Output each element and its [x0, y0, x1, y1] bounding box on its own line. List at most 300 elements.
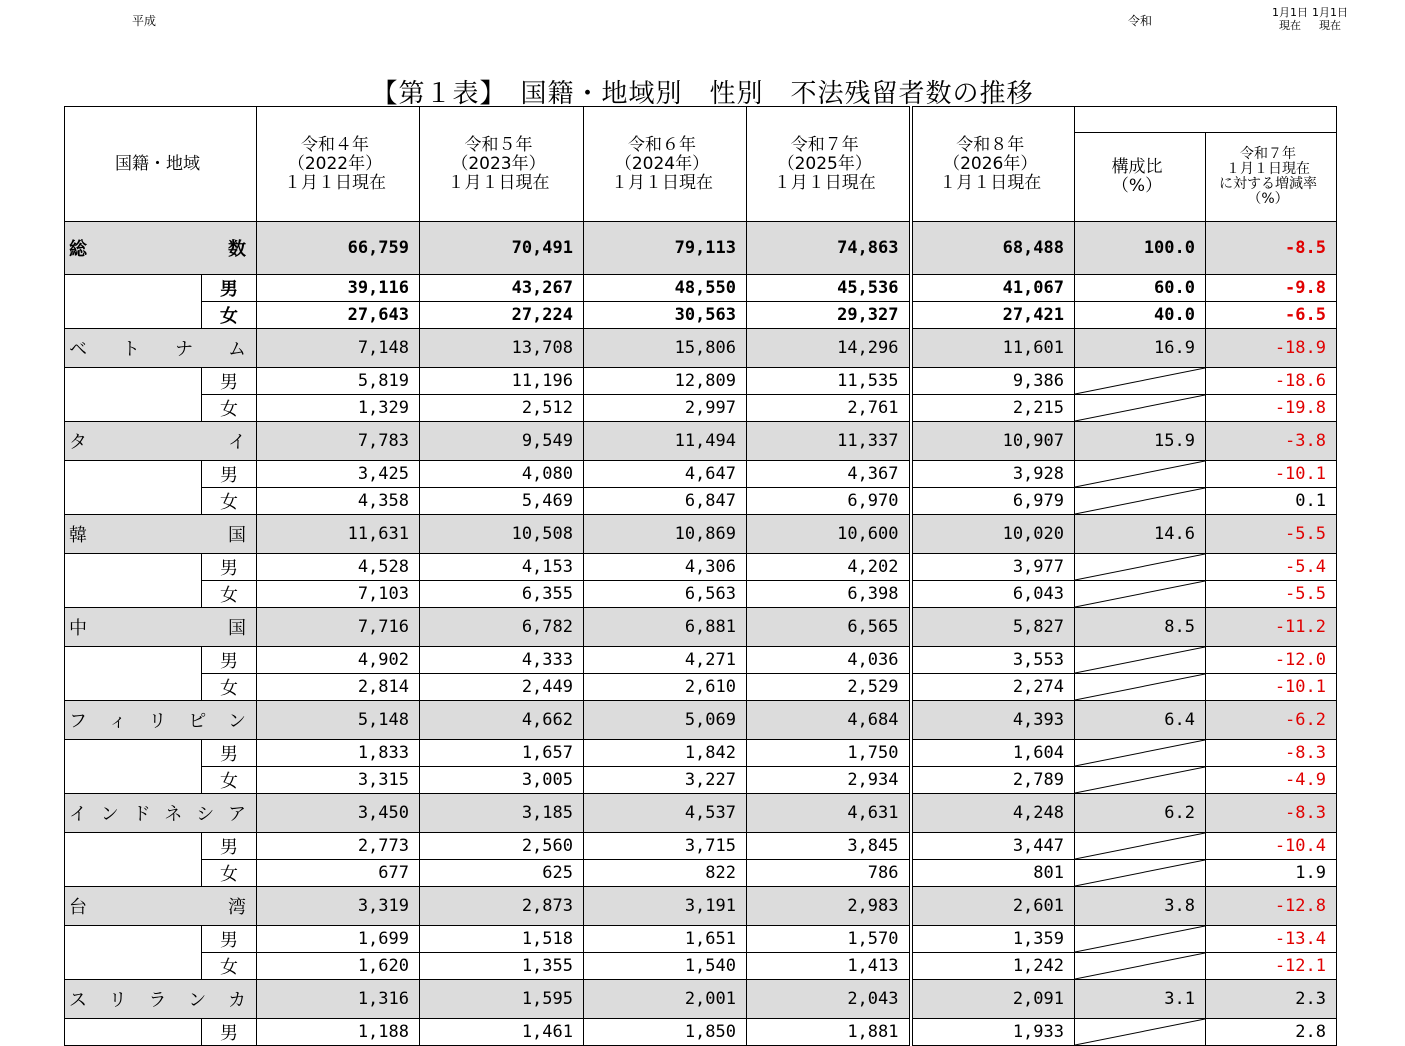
- country-row: [65, 222, 1337, 275]
- female-value: 1,329: [257, 395, 420, 422]
- country-name: [65, 701, 257, 740]
- total-value: 66,759: [257, 222, 420, 275]
- header-year-2026: 令和８年 （2026年） １月１日現在: [911, 107, 1075, 222]
- ratio-not-applicable: [1075, 674, 1206, 701]
- total-value: 4,393: [911, 701, 1075, 740]
- male-value: 4,036: [747, 647, 911, 674]
- sex-label: 男: [202, 647, 257, 674]
- total-value: 74,863: [747, 222, 911, 275]
- country-name-char: ド: [132, 804, 151, 825]
- country-name-char: ラ: [148, 990, 167, 1011]
- male-row: [65, 554, 1337, 581]
- country-name: [65, 329, 257, 368]
- blank-cell: [65, 461, 202, 515]
- female-change-value: -4.9: [1206, 767, 1337, 794]
- female-value: 2,610: [584, 674, 747, 701]
- total-value: 5,069: [584, 701, 747, 740]
- ratio-not-applicable: [1075, 368, 1206, 395]
- change-value: 2.3: [1206, 980, 1337, 1019]
- total-value: 11,601: [911, 329, 1075, 368]
- ratio-value: 3.8: [1075, 887, 1206, 926]
- sex-label: 男: [202, 554, 257, 581]
- female-change-value: -10.1: [1206, 674, 1337, 701]
- blank-cell: [65, 554, 202, 608]
- sex-label: 女: [202, 767, 257, 794]
- ratio-not-applicable: [1075, 833, 1206, 860]
- male-row: [65, 461, 1337, 488]
- sex-label: 男: [202, 275, 257, 302]
- male-value: 1,750: [747, 740, 911, 767]
- country-name: [65, 980, 257, 1019]
- sex-label: 女: [202, 860, 257, 887]
- country-name: [65, 608, 257, 647]
- country-name-char: ン: [100, 804, 119, 825]
- diagonal-slash: [1075, 674, 1205, 700]
- female-value: 2,274: [911, 674, 1075, 701]
- header-ratio: 構成比 （%）: [1075, 133, 1206, 222]
- female-value: 1,242: [911, 953, 1075, 980]
- total-value: 6,782: [420, 608, 584, 647]
- header-note-1: 1月1日 現在: [1272, 6, 1308, 32]
- total-value: 6,881: [584, 608, 747, 647]
- female-value: 677: [257, 860, 420, 887]
- female-value: 3,315: [257, 767, 420, 794]
- male-value: 1,850: [584, 1019, 747, 1046]
- total-value: 2,001: [584, 980, 747, 1019]
- male-value: 4,367: [747, 461, 911, 488]
- sex-label: 女: [202, 581, 257, 608]
- male-value: 1,699: [257, 926, 420, 953]
- country-name-char: ア: [227, 804, 246, 825]
- male-change-value: -18.6: [1206, 368, 1337, 395]
- diagonal-slash: [1075, 860, 1205, 886]
- female-value: 3,227: [584, 767, 747, 794]
- total-value: 7,783: [257, 422, 420, 461]
- blank-cell: [65, 275, 202, 329]
- male-change-value: -8.3: [1206, 740, 1337, 767]
- country-row: [65, 980, 1337, 1019]
- total-value: 13,708: [420, 329, 584, 368]
- country-name-char: ネ: [164, 804, 183, 825]
- male-row: [65, 740, 1337, 767]
- male-ratio-value: 60.0: [1075, 275, 1206, 302]
- ratio-not-applicable: [1075, 461, 1206, 488]
- total-value: 4,631: [747, 794, 911, 833]
- male-value: 1,933: [911, 1019, 1075, 1046]
- diagonal-slash: [1075, 926, 1205, 952]
- blank-cell: [65, 1019, 202, 1046]
- sex-label: 男: [202, 368, 257, 395]
- male-change-value: -5.4: [1206, 554, 1337, 581]
- total-value: 5,827: [911, 608, 1075, 647]
- country-name: [65, 887, 257, 926]
- female-value: 801: [911, 860, 1075, 887]
- female-value: 5,469: [420, 488, 584, 515]
- female-change-value: 1.9: [1206, 860, 1337, 887]
- female-change-value: -19.8: [1206, 395, 1337, 422]
- total-value: 3,450: [257, 794, 420, 833]
- female-value: 6,563: [584, 581, 747, 608]
- change-value: -5.5: [1206, 515, 1337, 554]
- male-change-value: -12.0: [1206, 647, 1337, 674]
- total-value: 11,337: [747, 422, 911, 461]
- male-value: 1,651: [584, 926, 747, 953]
- country-name-char: ス: [69, 990, 87, 1011]
- male-value: 1,881: [747, 1019, 911, 1046]
- ratio-not-applicable: [1075, 740, 1206, 767]
- female-value: 6,043: [911, 581, 1075, 608]
- country-name-char: 数: [228, 239, 246, 260]
- female-value: 2,512: [420, 395, 584, 422]
- female-value: 2,789: [911, 767, 1075, 794]
- female-row: [65, 581, 1337, 608]
- header-year-2023: 令和５年 （2023年） １月１日現在: [420, 107, 584, 222]
- male-value: 48,550: [584, 275, 747, 302]
- country-name-char: リ: [148, 711, 167, 732]
- country-name-char: 総: [69, 239, 87, 260]
- female-row: [65, 674, 1337, 701]
- female-value: 6,355: [420, 581, 584, 608]
- country-name-char: シ: [196, 804, 215, 825]
- female-value: 6,847: [584, 488, 747, 515]
- female-row: [65, 302, 1337, 329]
- male-value: 41,067: [911, 275, 1075, 302]
- sex-label: 男: [202, 926, 257, 953]
- female-value: 3,005: [420, 767, 584, 794]
- ratio-value: 16.9: [1075, 329, 1206, 368]
- sex-label: 女: [202, 674, 257, 701]
- country-name-char: リ: [108, 990, 127, 1011]
- female-row: [65, 953, 1337, 980]
- female-change-value: -5.5: [1206, 581, 1337, 608]
- female-value: 822: [584, 860, 747, 887]
- total-value: 2,043: [747, 980, 911, 1019]
- male-change-value: -10.1: [1206, 461, 1337, 488]
- header-label-reiwa: 令和: [1128, 14, 1153, 28]
- male-value: 4,306: [584, 554, 747, 581]
- country-name-char: 台: [69, 897, 87, 918]
- country-row: [65, 887, 1337, 926]
- country-name-char: 国: [228, 525, 246, 546]
- total-value: 4,248: [911, 794, 1075, 833]
- total-value: 4,537: [584, 794, 747, 833]
- male-value: 1,359: [911, 926, 1075, 953]
- ratio-value: 3.1: [1075, 980, 1206, 1019]
- total-value: 14,296: [747, 329, 911, 368]
- diagonal-slash: [1075, 581, 1205, 607]
- total-value: 70,491: [420, 222, 584, 275]
- male-value: 3,447: [911, 833, 1075, 860]
- total-value: 10,869: [584, 515, 747, 554]
- change-value: -3.8: [1206, 422, 1337, 461]
- country-row: [65, 701, 1337, 740]
- diagonal-slash: [1075, 368, 1205, 394]
- total-value: 1,595: [420, 980, 584, 1019]
- female-value: 27,224: [420, 302, 584, 329]
- diagonal-slash: [1075, 1019, 1205, 1045]
- male-value: 3,928: [911, 461, 1075, 488]
- blank-cell: [65, 647, 202, 701]
- header-spacer: [1075, 107, 1337, 133]
- statistics-table: [64, 106, 1337, 1046]
- header-change: 令和７年 １月１日現在 に対する増減率 （%）: [1206, 133, 1337, 222]
- blank-cell: [65, 833, 202, 887]
- blank-cell: [65, 368, 202, 422]
- female-value: 1,540: [584, 953, 747, 980]
- sex-label: 男: [202, 833, 257, 860]
- country-name-char: ピ: [188, 711, 207, 732]
- ratio-not-applicable: [1075, 860, 1206, 887]
- male-value: 3,425: [257, 461, 420, 488]
- male-value: 9,386: [911, 368, 1075, 395]
- male-value: 45,536: [747, 275, 911, 302]
- female-value: 30,563: [584, 302, 747, 329]
- diagonal-slash: [1075, 833, 1205, 859]
- country-row: [65, 608, 1337, 647]
- total-value: 11,631: [257, 515, 420, 554]
- table-title: 【第１表】 国籍・地域別 性別 不法残留者数の推移: [371, 79, 1034, 109]
- female-row: [65, 767, 1337, 794]
- female-value: 2,449: [420, 674, 584, 701]
- total-value: 10,600: [747, 515, 911, 554]
- male-value: 39,116: [257, 275, 420, 302]
- female-row: [65, 860, 1337, 887]
- male-value: 1,833: [257, 740, 420, 767]
- male-value: 3,977: [911, 554, 1075, 581]
- header-note-2: 1月1日 現在: [1312, 6, 1348, 32]
- sex-label: 女: [202, 302, 257, 329]
- ratio-value: 6.4: [1075, 701, 1206, 740]
- country-name-char: 中: [69, 618, 87, 639]
- ratio-value: 15.9: [1075, 422, 1206, 461]
- female-value: 2,761: [747, 395, 911, 422]
- diagonal-slash: [1075, 740, 1205, 766]
- male-value: 5,819: [257, 368, 420, 395]
- total-value: 4,684: [747, 701, 911, 740]
- male-value: 12,809: [584, 368, 747, 395]
- male-value: 1,461: [420, 1019, 584, 1046]
- ratio-value: 8.5: [1075, 608, 1206, 647]
- male-value: 4,080: [420, 461, 584, 488]
- country-name-char: 韓: [69, 525, 87, 546]
- diagonal-slash: [1075, 953, 1205, 979]
- change-value: -11.2: [1206, 608, 1337, 647]
- sex-label: 女: [202, 488, 257, 515]
- female-value: 7,103: [257, 581, 420, 608]
- female-value: 27,643: [257, 302, 420, 329]
- female-value: 27,421: [911, 302, 1075, 329]
- ratio-value: 14.6: [1075, 515, 1206, 554]
- change-value: -6.2: [1206, 701, 1337, 740]
- total-value: 15,806: [584, 329, 747, 368]
- country-name-char: ム: [228, 339, 246, 360]
- male-value: 4,528: [257, 554, 420, 581]
- ratio-not-applicable: [1075, 926, 1206, 953]
- male-value: 4,271: [584, 647, 747, 674]
- female-change-value: -12.1: [1206, 953, 1337, 980]
- ratio-value: 100.0: [1075, 222, 1206, 275]
- sex-label: 男: [202, 461, 257, 488]
- ratio-not-applicable: [1075, 395, 1206, 422]
- ratio-not-applicable: [1075, 767, 1206, 794]
- total-value: 7,148: [257, 329, 420, 368]
- male-value: 3,845: [747, 833, 911, 860]
- female-value: 625: [420, 860, 584, 887]
- female-value: 2,814: [257, 674, 420, 701]
- country-row: [65, 329, 1337, 368]
- country-name-char: イ: [228, 432, 246, 453]
- male-value: 2,560: [420, 833, 584, 860]
- male-row: [65, 275, 1337, 302]
- country-name-char: ン: [228, 711, 246, 732]
- female-row: [65, 488, 1337, 515]
- male-value: 1,604: [911, 740, 1075, 767]
- country-name-char: タ: [69, 432, 87, 453]
- total-value: 10,907: [911, 422, 1075, 461]
- country-name: [65, 422, 257, 461]
- ratio-not-applicable: [1075, 581, 1206, 608]
- ratio-not-applicable: [1075, 647, 1206, 674]
- male-value: 3,553: [911, 647, 1075, 674]
- male-row: [65, 1019, 1337, 1046]
- male-value: 4,202: [747, 554, 911, 581]
- female-value: 1,355: [420, 953, 584, 980]
- female-row: [65, 395, 1337, 422]
- male-value: 1,518: [420, 926, 584, 953]
- female-value: 29,327: [747, 302, 911, 329]
- male-change-value: 2.8: [1206, 1019, 1337, 1046]
- female-value: 2,215: [911, 395, 1075, 422]
- blank-cell: [65, 740, 202, 794]
- diagonal-slash: [1075, 554, 1205, 580]
- header-label-heisei: 平成: [132, 14, 157, 28]
- change-value: -8.3: [1206, 794, 1337, 833]
- country-name-char: ベ: [69, 339, 87, 360]
- female-value: 2,934: [747, 767, 911, 794]
- male-value: 3,715: [584, 833, 747, 860]
- country-name-char: 国: [228, 618, 246, 639]
- diagonal-slash: [1075, 461, 1205, 487]
- female-value: 1,620: [257, 953, 420, 980]
- male-value: 2,773: [257, 833, 420, 860]
- total-value: 2,873: [420, 887, 584, 926]
- ratio-not-applicable: [1075, 953, 1206, 980]
- blank-cell: [65, 926, 202, 980]
- male-row: [65, 647, 1337, 674]
- female-value: 6,979: [911, 488, 1075, 515]
- female-value: 2,529: [747, 674, 911, 701]
- total-value: 6,565: [747, 608, 911, 647]
- country-name-char: 湾: [228, 897, 246, 918]
- country-name-char: フ: [69, 711, 87, 732]
- female-value: 2,997: [584, 395, 747, 422]
- total-value: 9,549: [420, 422, 584, 461]
- country-row: [65, 794, 1337, 833]
- header-year-2024: 令和６年 （2024年） １月１日現在: [584, 107, 747, 222]
- female-ratio-value: 40.0: [1075, 302, 1206, 329]
- country-name: [65, 794, 257, 833]
- diagonal-slash: [1075, 395, 1205, 421]
- female-value: 6,970: [747, 488, 911, 515]
- change-value: -12.8: [1206, 887, 1337, 926]
- country-name-char: ン: [188, 990, 207, 1011]
- total-value: 3,185: [420, 794, 584, 833]
- ratio-not-applicable: [1075, 1019, 1206, 1046]
- header-year-2022: 令和４年 （2022年） １月１日現在: [257, 107, 420, 222]
- total-value: 2,091: [911, 980, 1075, 1019]
- sex-label: 男: [202, 740, 257, 767]
- country-name: [65, 515, 257, 554]
- male-value: 1,842: [584, 740, 747, 767]
- total-value: 10,508: [420, 515, 584, 554]
- change-value: -18.9: [1206, 329, 1337, 368]
- male-value: 4,333: [420, 647, 584, 674]
- country-name-char: イ: [69, 804, 87, 825]
- sex-label: 女: [202, 953, 257, 980]
- diagonal-slash: [1075, 767, 1205, 793]
- header-nationality: 国籍・地域: [65, 107, 257, 222]
- diagonal-slash: [1075, 647, 1205, 673]
- total-value: 5,148: [257, 701, 420, 740]
- female-value: 1,413: [747, 953, 911, 980]
- country-name-char: ト: [122, 339, 140, 360]
- male-value: 1,657: [420, 740, 584, 767]
- female-value: 4,358: [257, 488, 420, 515]
- header-year-2025: 令和７年 （2025年） １月１日現在: [747, 107, 911, 222]
- male-value: 4,902: [257, 647, 420, 674]
- female-change-value: 0.1: [1206, 488, 1337, 515]
- male-row: [65, 368, 1337, 395]
- male-value: 4,153: [420, 554, 584, 581]
- male-change-value: -10.4: [1206, 833, 1337, 860]
- total-value: 3,191: [584, 887, 747, 926]
- country-name-char: カ: [228, 990, 246, 1011]
- sex-label: 男: [202, 1019, 257, 1046]
- male-value: 11,535: [747, 368, 911, 395]
- male-change-value: -13.4: [1206, 926, 1337, 953]
- sex-label: 女: [202, 395, 257, 422]
- total-value: 2,983: [747, 887, 911, 926]
- male-change-value: -9.8: [1206, 275, 1337, 302]
- male-value: 1,188: [257, 1019, 420, 1046]
- male-value: 4,647: [584, 461, 747, 488]
- female-value: 6,398: [747, 581, 911, 608]
- country-name: [65, 222, 257, 275]
- male-row: [65, 833, 1337, 860]
- change-value: -8.5: [1206, 222, 1337, 275]
- male-value: 11,196: [420, 368, 584, 395]
- male-value: 43,267: [420, 275, 584, 302]
- ratio-not-applicable: [1075, 488, 1206, 515]
- country-name-char: ナ: [175, 339, 193, 360]
- total-value: 79,113: [584, 222, 747, 275]
- female-value: 786: [747, 860, 911, 887]
- total-value: 4,662: [420, 701, 584, 740]
- total-value: 10,020: [911, 515, 1075, 554]
- total-value: 1,316: [257, 980, 420, 1019]
- diagonal-slash: [1075, 488, 1205, 514]
- country-row: [65, 515, 1337, 554]
- female-change-value: -6.5: [1206, 302, 1337, 329]
- total-value: 3,319: [257, 887, 420, 926]
- total-value: 7,716: [257, 608, 420, 647]
- country-row: [65, 422, 1337, 461]
- ratio-value: 6.2: [1075, 794, 1206, 833]
- male-value: 1,570: [747, 926, 911, 953]
- total-value: 2,601: [911, 887, 1075, 926]
- country-name-char: ィ: [108, 711, 127, 732]
- total-value: 11,494: [584, 422, 747, 461]
